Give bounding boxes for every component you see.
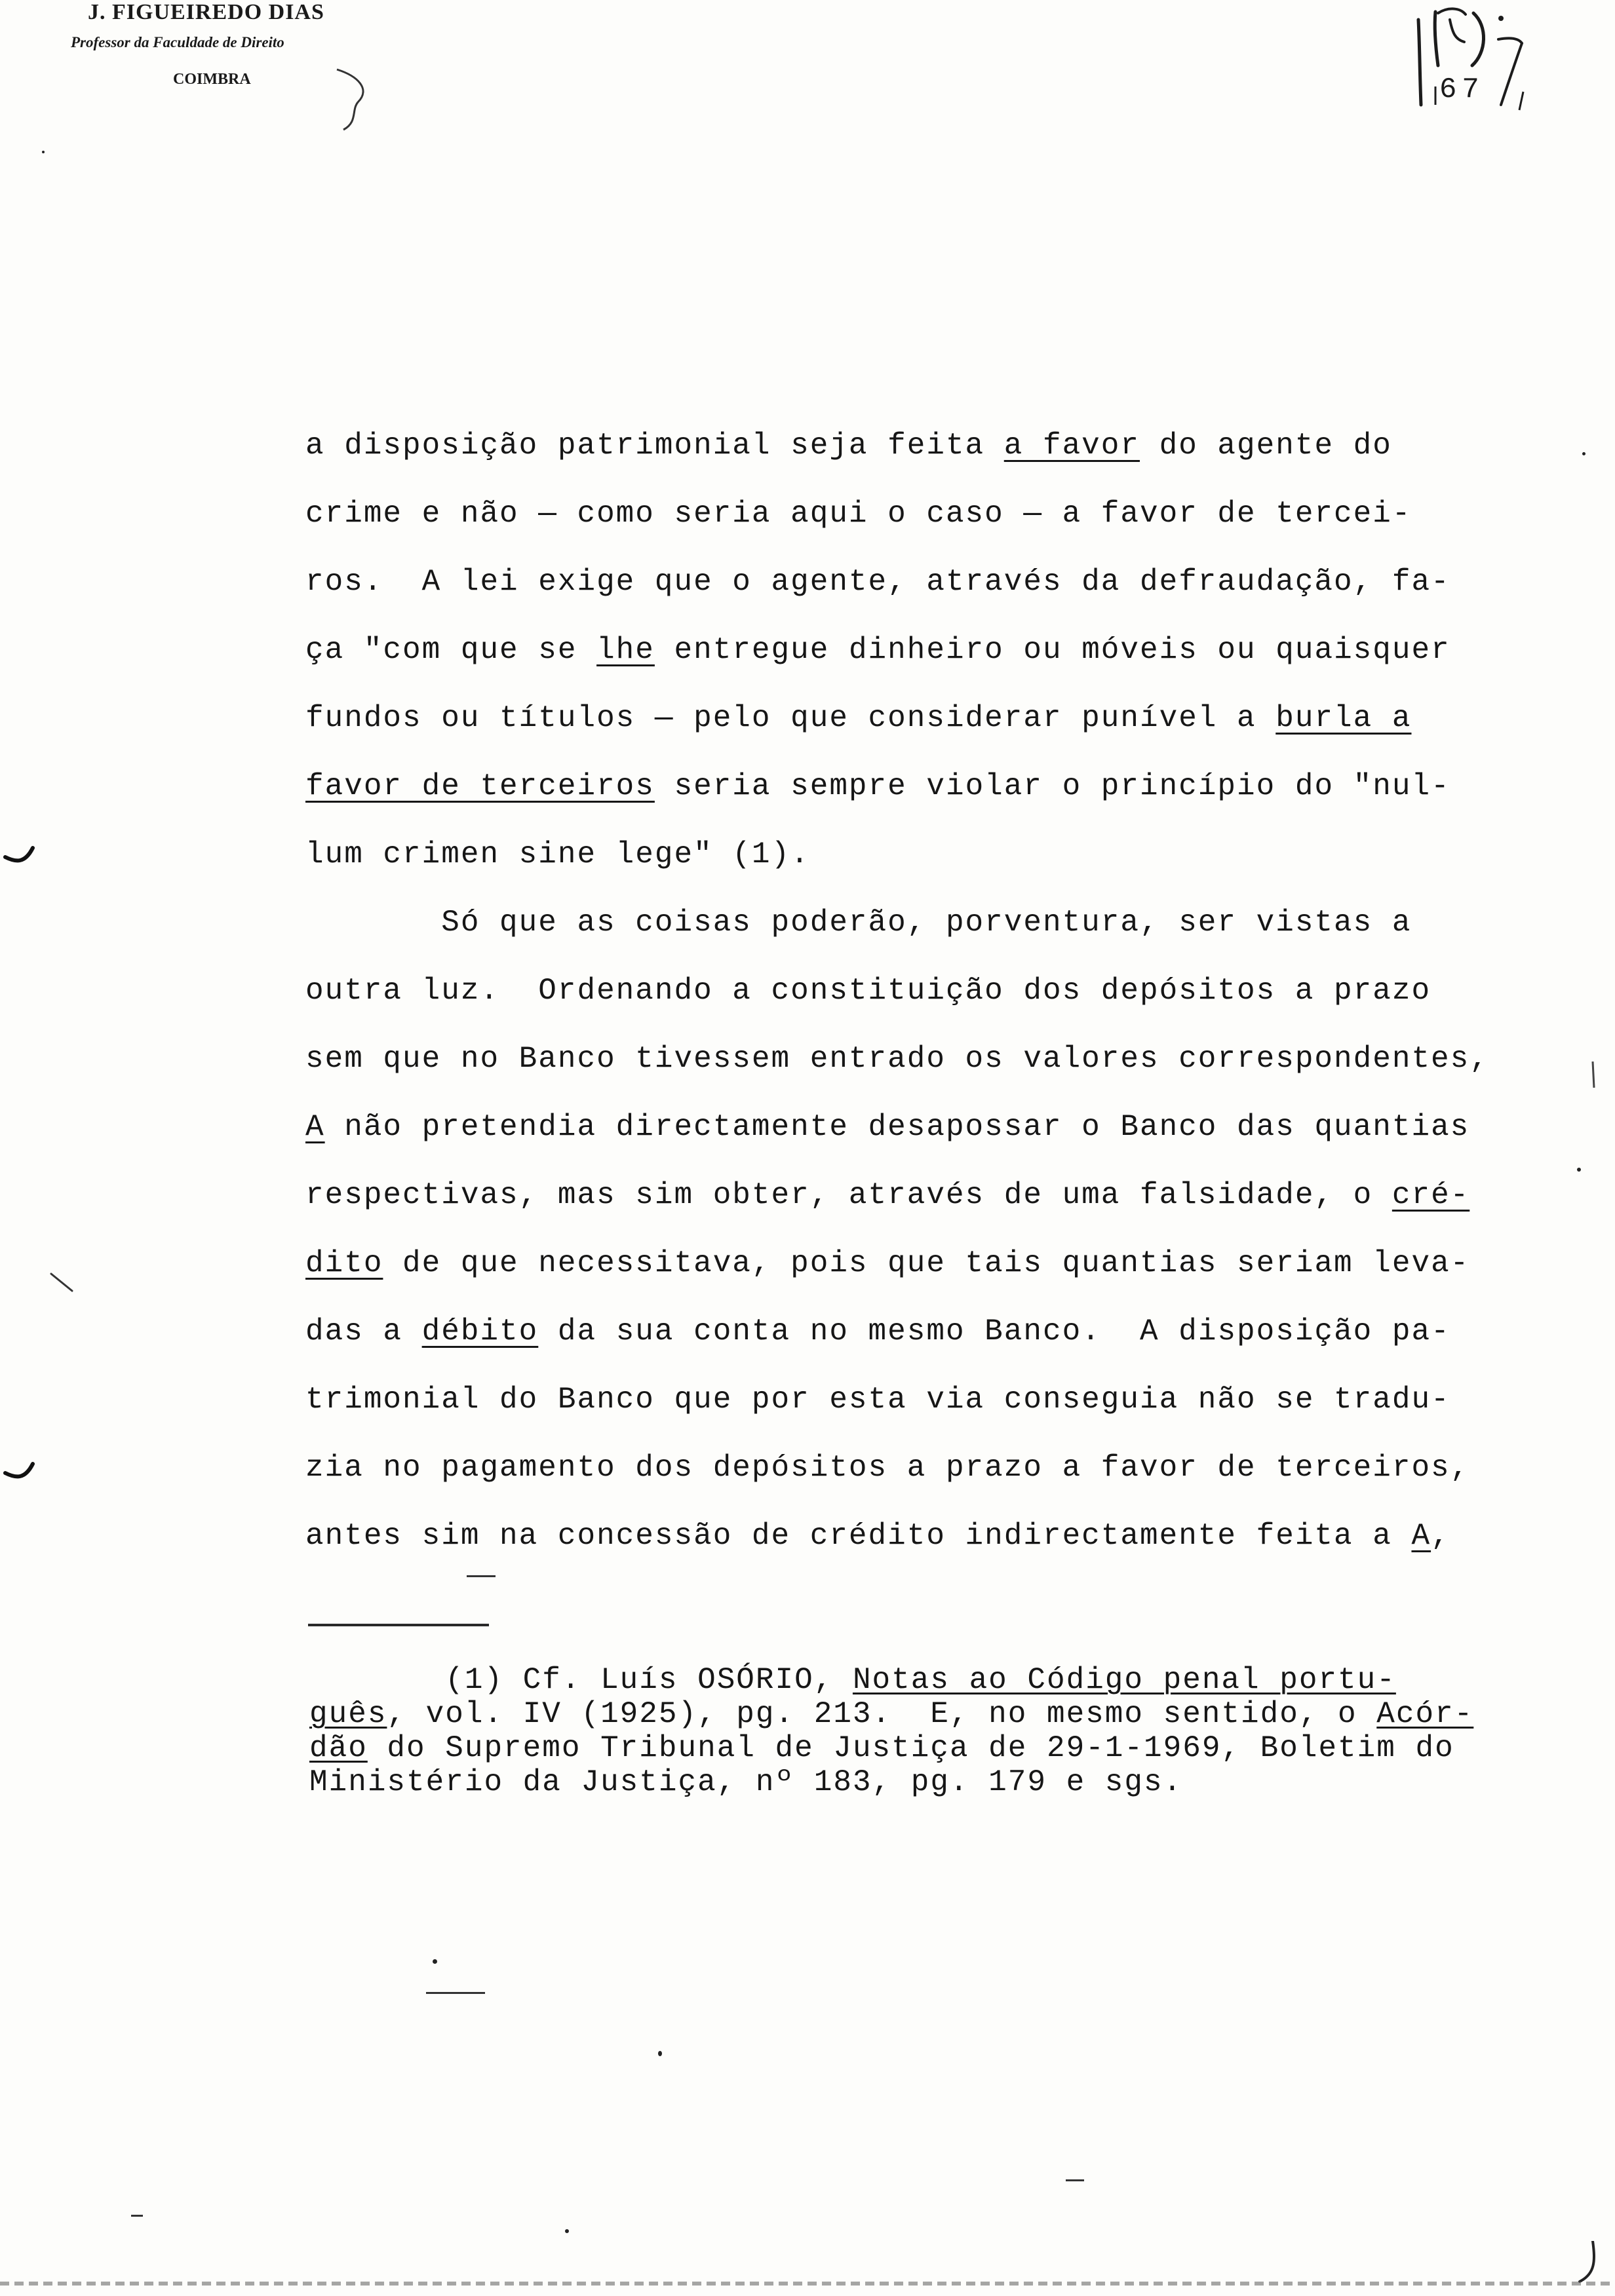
text-run: Só que as coisas poderão, porventura, ser vistas a (305, 906, 1412, 940)
text-run: fundos ou títulos — pelo que considerar punível a (305, 701, 1276, 735)
underlined-text: A (1411, 1519, 1431, 1553)
body-line (305, 752, 1525, 820)
text-run: antes sim na concessão de crédito indirectamente feita a (305, 1519, 1412, 1553)
body-line (305, 957, 1525, 1025)
text-run: trimonial do Banco que por esta via conseguia não se tradu- (305, 1383, 1450, 1417)
body-line (305, 1093, 1525, 1161)
scan-speck (433, 1959, 437, 1964)
body-line (305, 1366, 1525, 1434)
underlined-text: Acór- (1376, 1697, 1474, 1731)
text-run: do Supremo Tribunal de Justiça de 29-1-1969, Boletim do (367, 1731, 1454, 1765)
text-run: crime e não — como seria aqui o caso — a favor de tercei- (305, 497, 1412, 531)
margin-mark (49, 1271, 88, 1297)
scan-dash (426, 1992, 485, 1994)
handwritten-page-mark (1409, 0, 1566, 111)
scan-dash (131, 2215, 143, 2217)
scan-dash (1066, 2179, 1084, 2181)
text-run: Ministério da Justiça, nº 183, pg. 179 e sgs. (309, 1765, 1183, 1799)
body-line (305, 889, 1525, 957)
text-run: das a (305, 1314, 422, 1349)
body-line (305, 1434, 1525, 1502)
footnote-line (309, 1765, 1528, 1799)
margin-mark (1586, 1062, 1615, 1088)
text-run: ros. A lei exige que o agente, através da defraudação, fa- (305, 565, 1450, 599)
scan-speck (658, 2051, 662, 2056)
margin-mark (3, 845, 42, 871)
letterhead-city: COIMBRA (173, 71, 251, 88)
scan-speck (1577, 1168, 1581, 1172)
footnote (309, 1663, 1528, 1799)
scan-bottom-edge (0, 2282, 1615, 2286)
underlined-text: A (305, 1110, 325, 1144)
underlined-text: a favor (1003, 429, 1140, 463)
text-run: do agente do (1140, 429, 1392, 463)
letterhead-title: Professor da Faculdade de Direito (71, 34, 284, 50)
text-run: ça "com que se (305, 633, 597, 667)
body-line (305, 480, 1525, 548)
text-run: zia no pagamento dos depósitos a prazo a favor de terceiros, (305, 1451, 1470, 1485)
text-run: da sua conta no mesmo Banco. A disposição pa- (538, 1314, 1450, 1349)
margin-mark (3, 1461, 42, 1487)
text-run: sem que no Banco tivessem entrado os valores correspondentes, (305, 1042, 1489, 1076)
body-line (305, 1297, 1525, 1366)
text-run: (1) Cf. Luís OSÓRIO, (309, 1663, 853, 1697)
text-run: de que necessitava, pois que tais quantias seriam leva- (383, 1246, 1470, 1280)
text-run: não pretendia directamente desapossar o Banco das quantias (324, 1110, 1470, 1144)
scan-speck (42, 151, 45, 153)
underlined-text: favor de terceiros (305, 769, 655, 803)
letterhead-curl-mark (332, 63, 378, 135)
text-run: outra luz. Ordenando a constituição dos depósitos a prazo (305, 974, 1431, 1008)
body-line (305, 1502, 1525, 1570)
underlined-text: cré- (1391, 1178, 1470, 1212)
underlined-text: guês (309, 1697, 387, 1731)
body-line (305, 411, 1525, 480)
underlined-text: dito (305, 1246, 383, 1280)
body-line (305, 1161, 1525, 1229)
letterhead-name: J. FIGUEIREDO DIAS (88, 0, 324, 24)
body-line (305, 684, 1525, 752)
margin-mark (1573, 2241, 1612, 2287)
text-run: , (1431, 1519, 1450, 1553)
body-line (305, 1025, 1525, 1093)
page-number: 67 (1439, 73, 1485, 106)
underlined-text: débito (421, 1314, 539, 1349)
body-line (305, 820, 1525, 889)
body-line (305, 548, 1525, 616)
text-run: , vol. IV (1925), pg. 213. E, no mesmo sentido, o (387, 1697, 1377, 1731)
footnote-separator (308, 1624, 489, 1626)
text-run: respectivas, mas sim obter, através de uma falsidade, o (305, 1178, 1392, 1212)
footnote-line (309, 1731, 1528, 1765)
scan-speck (565, 2229, 569, 2233)
body-text (305, 411, 1525, 1570)
body-line (305, 616, 1525, 684)
text-run: seria sempre violar o princípio do "nul- (654, 769, 1450, 803)
body-line (305, 1229, 1525, 1297)
footnote-line (309, 1663, 1528, 1697)
underlined-text: Notas ao Código penal portu- (852, 1663, 1396, 1697)
scan-speck (1582, 452, 1586, 455)
text-run: lum crimen sine lege" (1). (305, 837, 810, 871)
underlined-text: lhe (596, 633, 655, 667)
underlined-text: dão (309, 1731, 368, 1765)
underlined-text: burla a (1275, 701, 1412, 735)
text-run: a disposição patrimonial seja feita (305, 429, 1004, 463)
scan-dash (467, 1575, 496, 1577)
text-run: entregue dinheiro ou móveis ou quaisquer (654, 633, 1450, 667)
footnote-line (309, 1697, 1528, 1731)
